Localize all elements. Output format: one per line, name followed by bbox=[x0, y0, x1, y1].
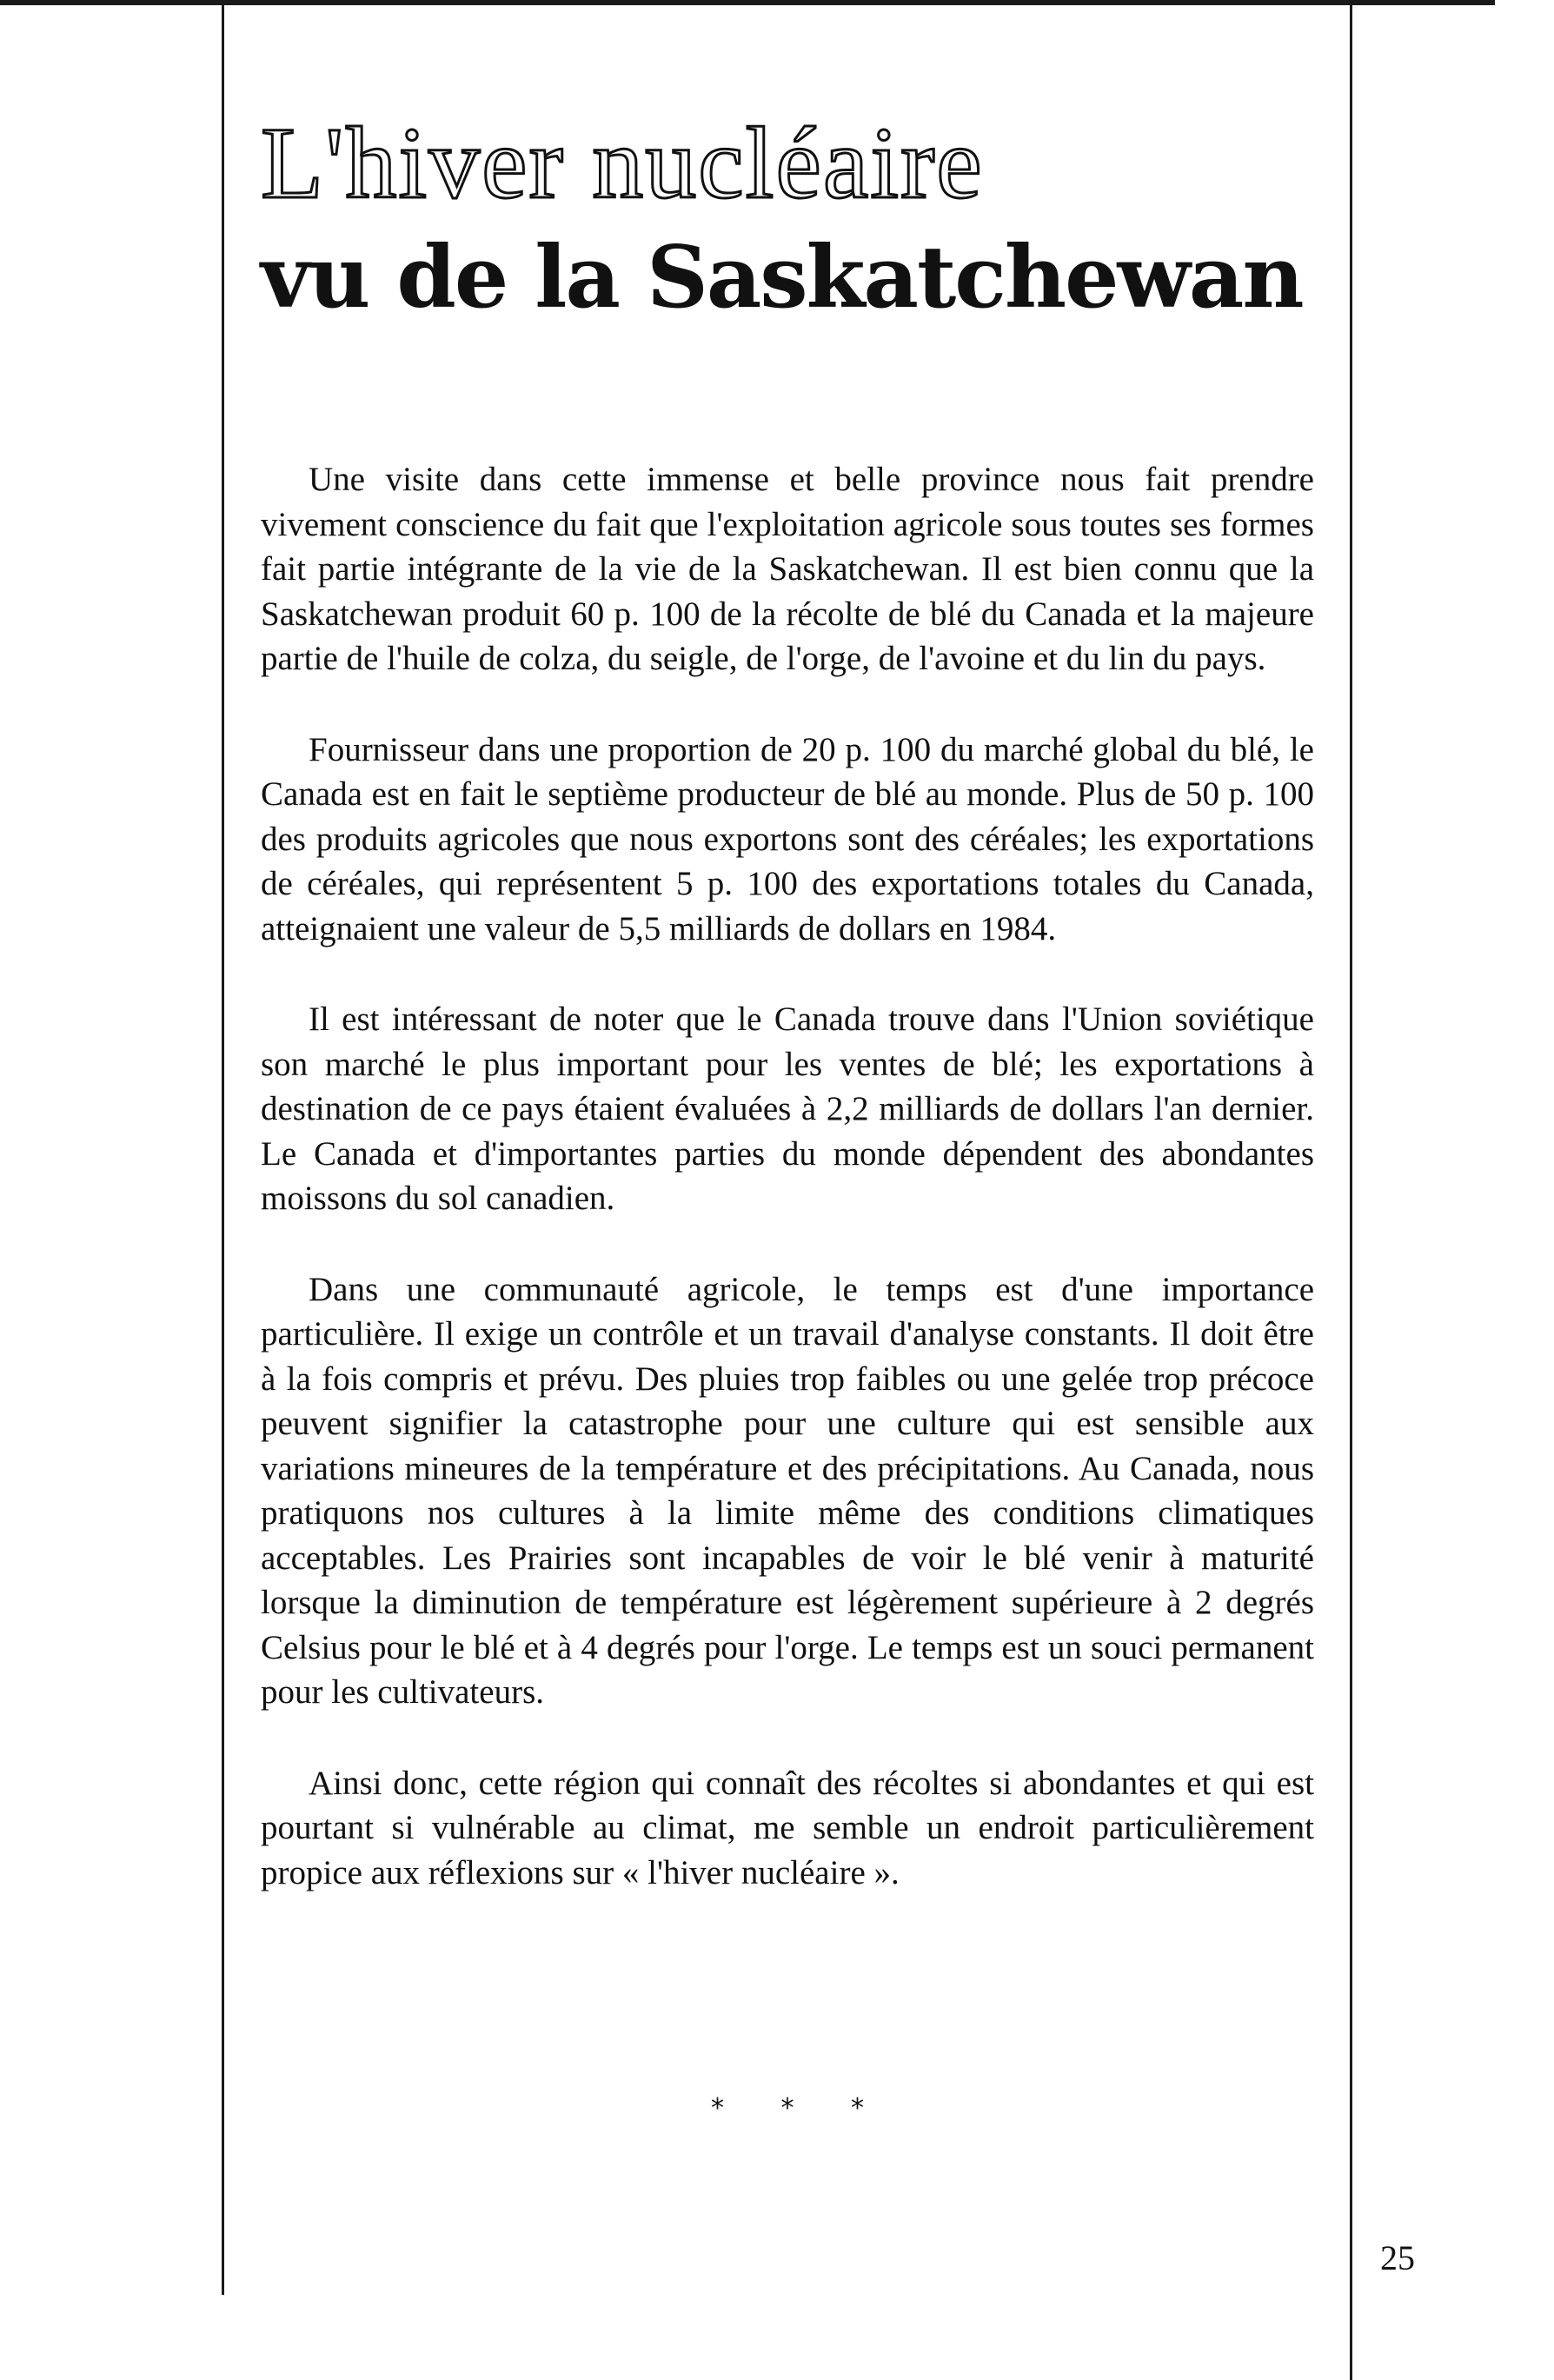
page-number: 25 bbox=[1380, 2238, 1415, 2277]
paragraph: Dans une communauté agricole, le temps est d'une importance particulière. Il exige un contrôle et un travail d'analyse constants. Il doit être à la fois compris et prévu. Des pluies trop faibles ou une gelée trop précoce peuvent signifier la catastrophe pour une culture qui est sensible aux variations mineures de la température et des précipitations. Au Canada, nous pratiquons nos cultures à la limite même des conditions climatiques acceptables. Les Prairies sont incapables de voir le blé venir à maturité lorsque la diminution de température est légèrement supérieure à 2 degrés Celsius pour le blé et à 4 degrés pour l'orge. Le temps est un souci permanent pour les cultivateurs. bbox=[261, 1270, 1314, 1711]
title-line-outline: L'hiver nucléaire bbox=[261, 106, 984, 220]
paragraph: Fournisseur dans une proportion de 20 p. 100 du marché global du blé, le Canada est en fait le septième producteur de blé au monde. Plus de 50 p. 100 des produits agricoles que nous exportons sont des céréales; les exportations de céréales, qui représentent 5 p. 100 des exportations totales du Canada, atteignaient une valeur de 5,5 milliards de dollars en 1984. bbox=[261, 730, 1314, 947]
paragraph: Une visite dans cette immense et belle province nous fait prendre vivement conscience du fait que l'exploitation agricole sous toutes ses formes fait partie intégrante de la vie de la Saskatchewan. Il est bien connu que la Saskatchewan produit 60 p. 100 de la récolte de blé du Canada et la majeure partie de l'huile de colza, du seigle, de l'orge, de l'avoine et du lin du pays. bbox=[261, 461, 1314, 677]
left-column-rule bbox=[222, 0, 224, 2295]
top-border-rule bbox=[0, 0, 1495, 5]
article-body bbox=[261, 457, 1314, 1941]
right-column-rule bbox=[1350, 0, 1352, 2380]
article-title bbox=[261, 103, 1338, 332]
paragraph: Il est intéressant de noter que le Canada trouve dans l'Union soviétique son marché le plus important pour les ventes de blé; les exportations à destination de ce pays étaient évaluées à 2,2 milliards de dollars l'an dernier. Le Canada et d'importantes parties du monde dépendent des abondantes moissons du sol canadien. bbox=[261, 1001, 1314, 1217]
section-separator: * * * bbox=[710, 2093, 889, 2124]
paragraph: Ainsi donc, cette région qui connaît des récoltes si abondantes et qui est pourtant si vulnérable au climat, me semble un endroit particulièrement propice aux réflexions sur « l'hiver nucléaire ». bbox=[261, 1764, 1314, 1891]
title-line-bold: vu de la Saskatchewan bbox=[261, 228, 1303, 328]
